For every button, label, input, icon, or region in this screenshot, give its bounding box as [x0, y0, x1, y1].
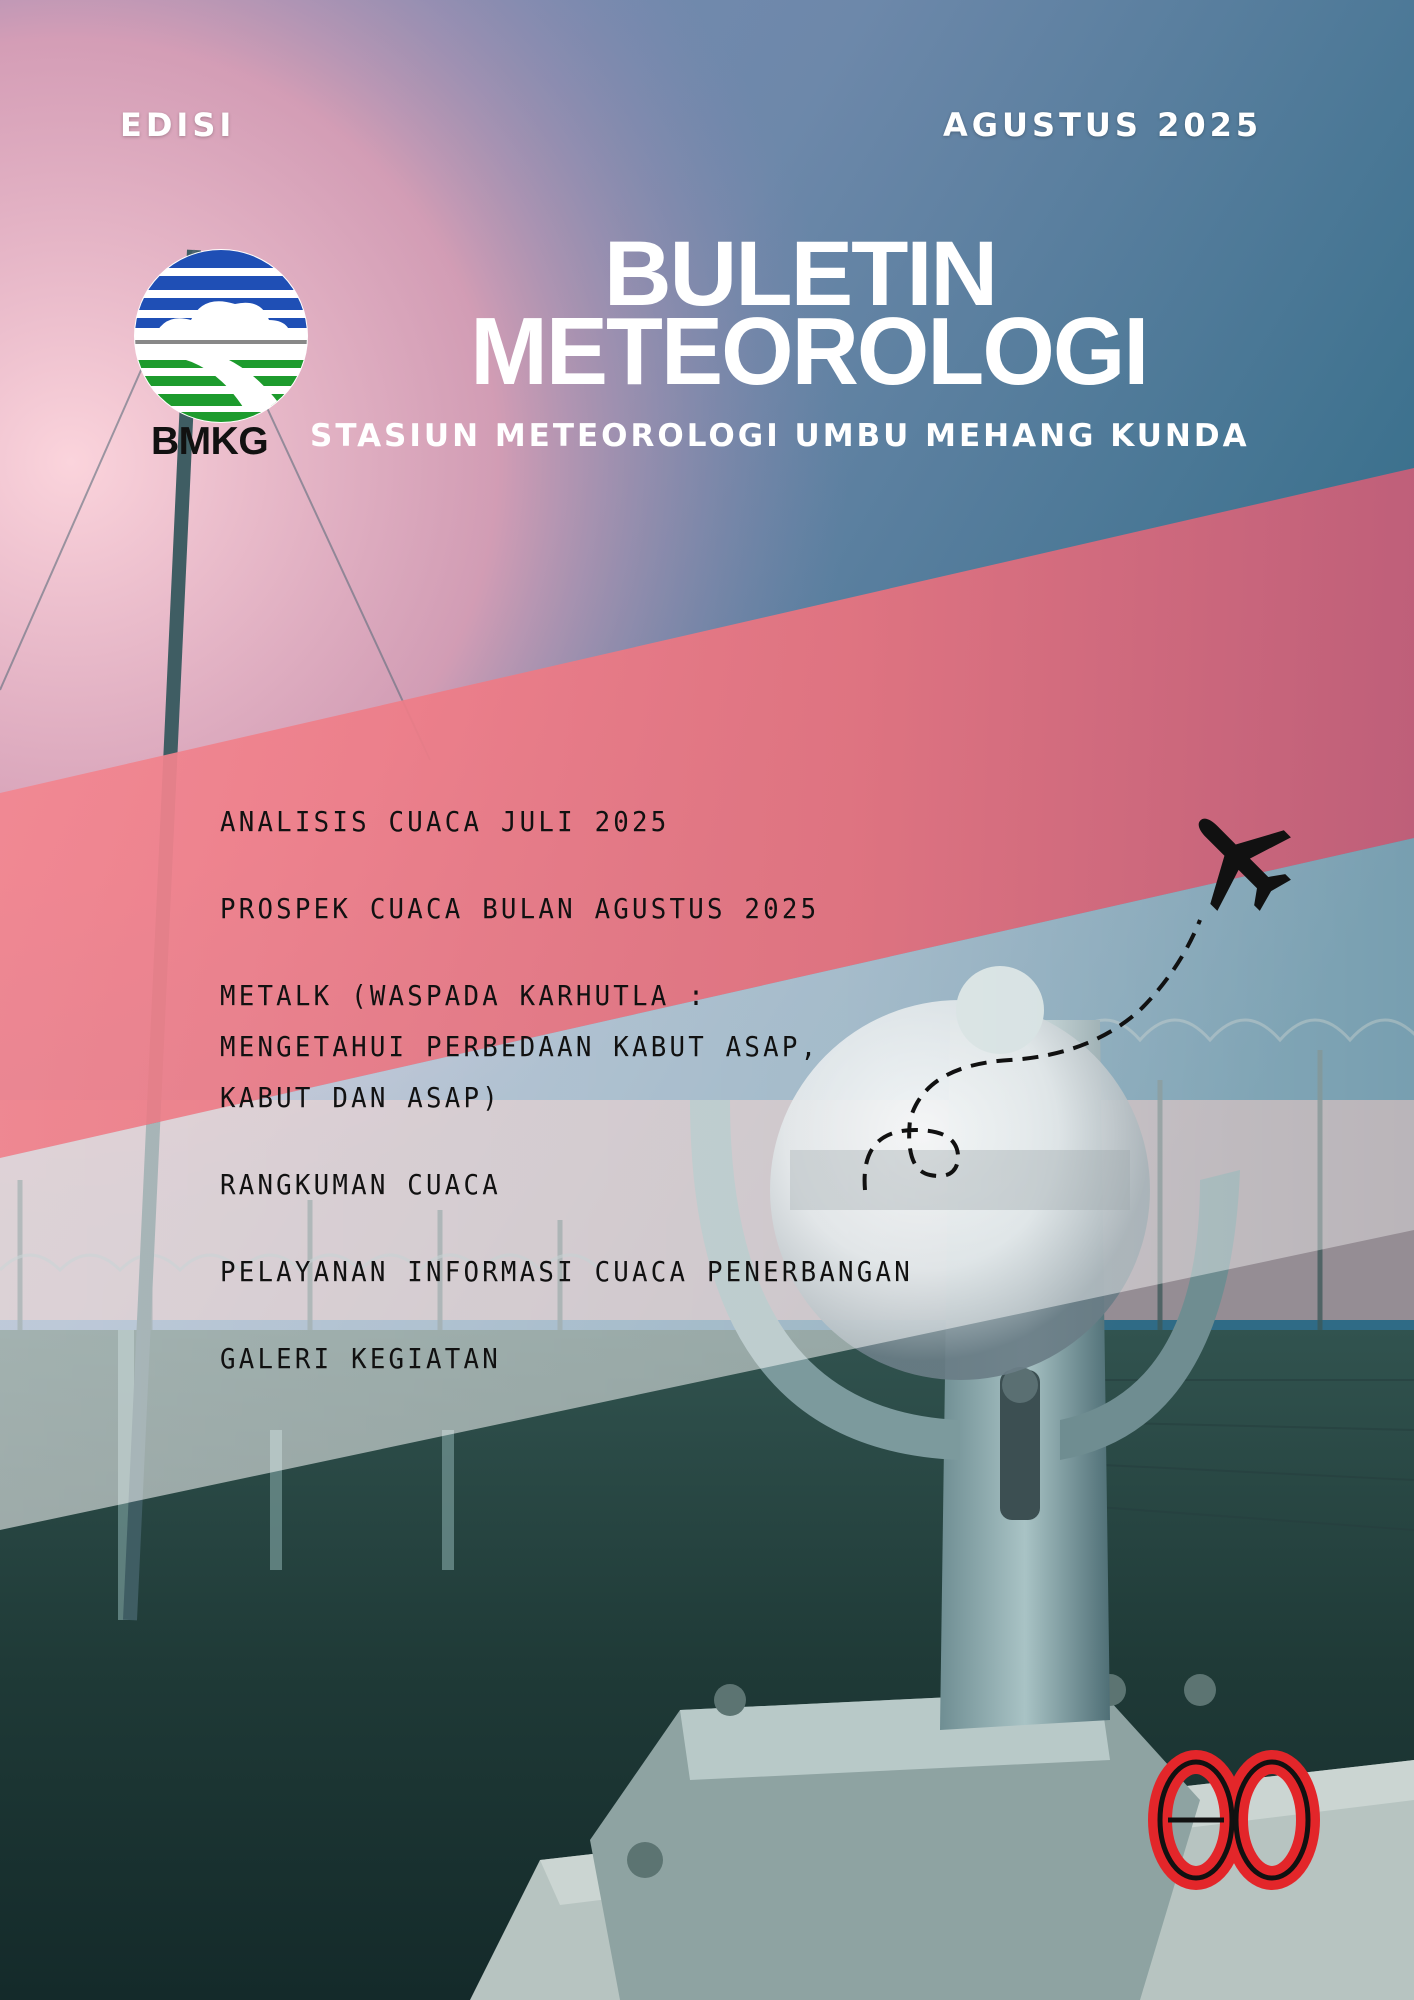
toc-item[interactable]: ANALISIS CUACA JULI 2025 — [220, 805, 670, 838]
title-line-1: BULETIN — [603, 223, 997, 325]
bmkg-logo-text: BMKG — [151, 420, 269, 463]
title-line-2: METEOROLOGI — [470, 298, 1148, 405]
edition-label: EDISI — [120, 106, 236, 144]
toc-item[interactable]: PROSPEK CUACA BULAN AGUSTUS 2025 — [220, 892, 820, 925]
airplane-icon — [1180, 800, 1300, 920]
toc-item[interactable]: GALERI KEGIATAN — [220, 1342, 501, 1375]
station-name: STASIUN METEOROLOGI UMBU MEHANG KUNDA — [310, 418, 1250, 454]
toc-item[interactable]: METALK (WASPADA KARHUTLA : MENGETAHUI PERBEDAAN KABUT ASAP, KABUT DAN ASAP) — [220, 979, 820, 1114]
toc-item[interactable]: PELAYANAN INFORMASI CUACA PENERBANGAN — [220, 1255, 913, 1288]
toc-item[interactable]: RANGKUMAN CUACA — [220, 1168, 501, 1201]
edition-80-badge-icon — [1148, 1750, 1320, 1890]
table-of-contents — [220, 796, 980, 1420]
edition-month: AGUSTUS 2025 — [943, 106, 1263, 144]
